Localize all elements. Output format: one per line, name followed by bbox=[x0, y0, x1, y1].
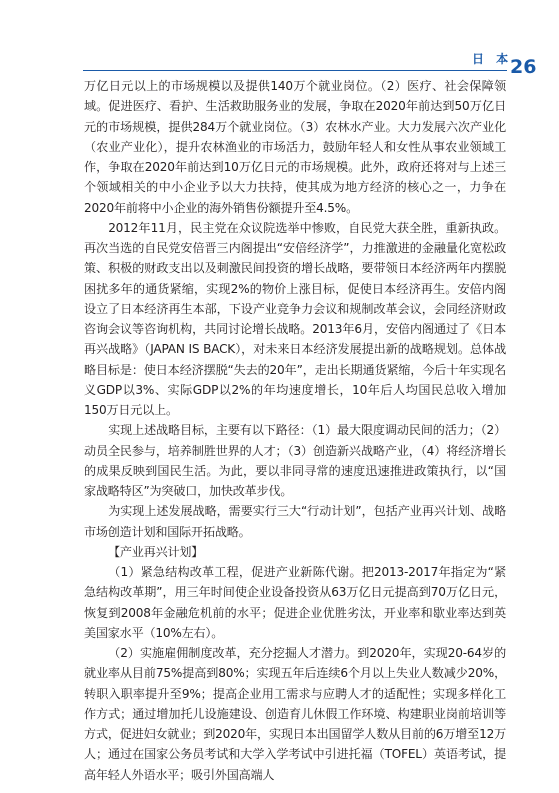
header-rule bbox=[83, 70, 507, 71]
page-body bbox=[84, 76, 506, 785]
chapter-label: 日 本 bbox=[472, 52, 513, 66]
paragraph-action-plans: 为实现上述发展战略，需要实行三大“行动计划”，包括产业再兴计划、战略市场创造计划和国际开拓战略。 bbox=[84, 504, 506, 539]
section-heading: 【产业再兴计划】 bbox=[108, 544, 204, 559]
paragraph-strategy-paths: 实现上述战略目标，主要有以下路径：（1）最大限度调动民间的活力；（2）动员全民参与，培养制胜世界的人才；（3）创造新兴战略产业，（4）将经济增长的成果反映到国民生活。为此，要以非同寻常的速度迅速推进政策执行，以“国家战略特区”为突破口，加快改革步伐。 bbox=[84, 423, 506, 498]
paragraph-employment-reform: （2）实施雇佣制度改革，充分挖掘人才潜力。到2020年，实现20-64岁的就业率从目前75%提高到80%；实现五年后连续6个月以上失业人数减少20%，转职入职率提升至9%；提高企业用工需求与应聘人才的适配性；实现多样化工作方式；通过增加托儿设施建设、创造育儿休假工作环境、构建职业岗前培训等方式，促进妇女就业；到2020年，实现日本出国留学人数从目前的6万增至12万人；通过在国家公务员考试和大学入学考试中引进托福（TOFEL）英语考试，提高年轻人外语水平；吸引外国高端人 bbox=[84, 646, 506, 782]
paragraph-continued: 万亿日元以上的市场规模以及提供140万个就业岗位。（2）医疗、社会保障领域。促进医疗、看护、生活救助服务业的发展，争取在2020年前达到50万亿日元的市场规模，提供284万个就业岗位。（3）农林水产业。大力发展六次产业化（农业产业化），提升农林渔业的市场活力，鼓励年轻人和女性从事农业领域工作，争取在2020年前达到10万亿日元的市场规模。此外，政府还将对与上述三个领域相关的中小企业予以大力扶持，使其成为地方经济的核心之一，力争在2020年前将中小企业的海外销售份额提升至4.5%。 bbox=[84, 79, 506, 215]
paragraph-structural-reform: （1）紧急结构改革工程，促进产业新陈代谢。把2013-2017年指定为“紧急结构改革期”，用三年时间使企业设备投资从63万亿日元提高到70万亿日元，恢复到2008年金融危机前的水平；促进企业优胜劣汰，开业率和歇业率达到英美国家水平（10%左右）。 bbox=[84, 565, 506, 640]
paragraph-abenomics: 2012年11月，民主党在众议院选举中惨败，自民党大获全胜，重新执政。再次当选的自民党安倍晋三内阁提出“安倍经济学”，力推激进的金融量化宽松政策、积极的财政支出以及刺激民间投资的增长战略，要带领日本经济两年内摆脱困扰多年的通货紧缩，实现2%的物价上涨目标，促使日本经济再生。安倍内阁设立了日本经济再生本部，下设产业竞争力会议和规制改革会议，会同经济财政咨询会议等咨询机构，共同讨论增长战略。2013年6月，安倍内阁通过了《日本再兴战略》（JAPAN IS BACK），对未来日本经济发展提出新的战略规划。总体战略目标是：使日本经济摆脱“失去的20年”，走出长期通货紧缩，今后十年实现名义GDP以3%、实际GDP以2%的年均速度增长，10年后人均国民总收入增加150万日元以上。 bbox=[84, 220, 506, 417]
page-number: 26 bbox=[510, 56, 537, 78]
